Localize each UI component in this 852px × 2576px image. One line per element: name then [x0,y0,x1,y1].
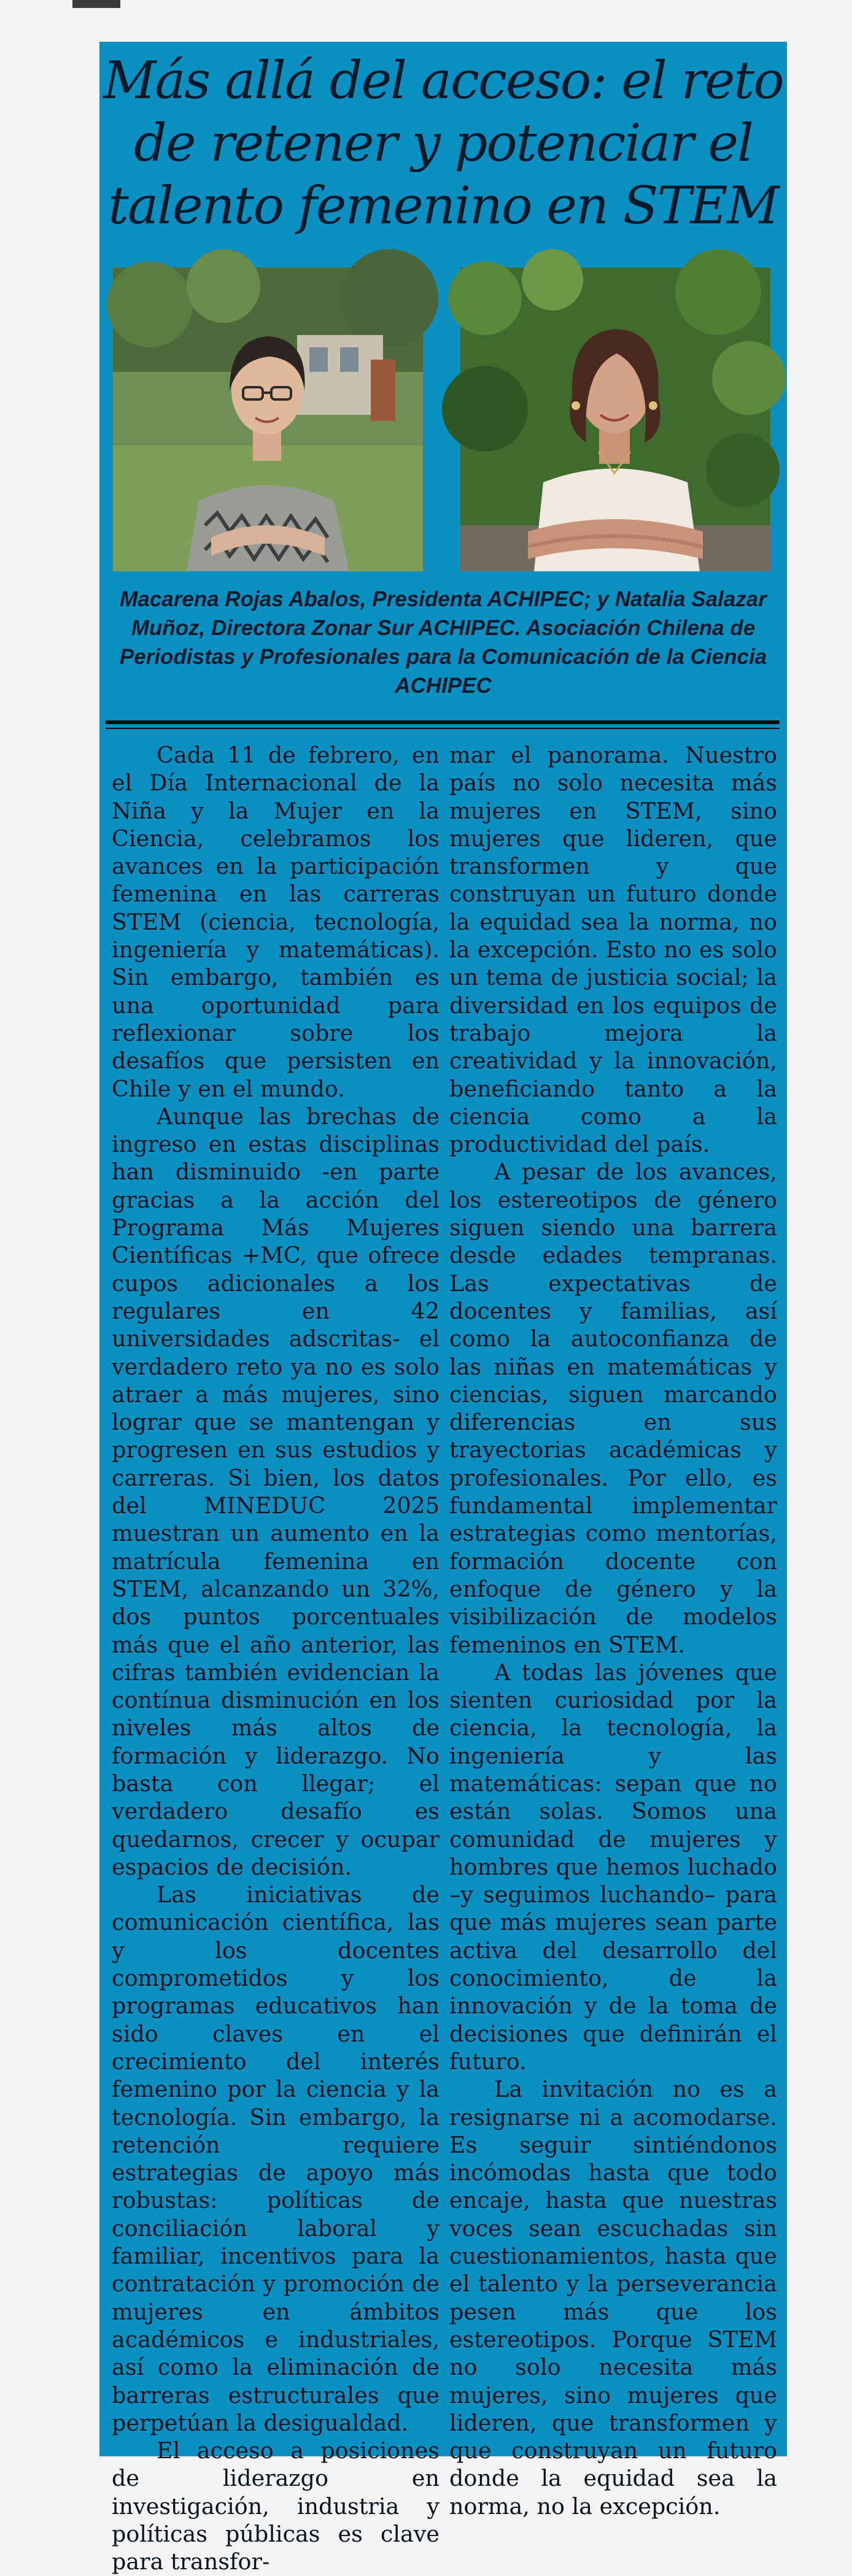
column-right [449,741,777,2520]
paragraph-continued: mar el panorama. Nuestro país no solo necesita más mujeres en STEM, sino mujeres que lideren, que transformen y que construyan un futuro donde la equidad sea la norma, no la excepción. Esto no es solo un tema de justicia social; la diversidad en los equipos de trabajo mejora la creatividad y la innovación, beneficiando tanto a la ciencia como a la productividad del país. [449,742,777,1158]
divider-thin [106,728,780,729]
column-left [112,741,440,2575]
paragraph: El acceso a posiciones de liderazgo en investigación, industria y políticas públicas es clave para transfor- [112,2437,440,2575]
top-bar [72,0,120,8]
paragraph: A todas las jóvenes que sienten curiosidad por la ciencia, la tecnología, la ingeniería y las matemáticas: sepan que no están solas. Somos una comunidad de mujeres y hombres que hemos luchado –y seguimos luchando– para que más mujeres sean parte activa del desarrollo del conocimiento, de la innovación y de la toma de decisiones que definirán el futuro. [449,1659,777,2075]
portrait-right [460,268,770,571]
headline: Más allá del acceso: el reto de retener y potenciar el talento femenino en STEM [103,50,783,236]
paragraph: Las iniciativas de comunicación científica, las y los docentes comprometidos y los programas educativos han sido claves en el crecimiento del interés femenino por la ciencia y la tecnología. Sin embargo, la retención requiere estrategias de apoyo más robustas: políticas de conciliación laboral y familiar, incentivos para la contratación y promoción de mujeres en ámbitos académicos e industriales, así como la eliminación de barreras estructurales que perpetúan la desigualdad. [112,1881,440,2436]
photo-caption: Macarena Rojas Abalos, Presidenta ACHIPEC; y Natalia Salazar Muñoz, Directora Zonar Sur ACHIPEC. Asociación Chilena de Periodistas y Profesionales para la Comunicación de la Ciencia ACHIPEC [119,587,767,698]
divider-thick [106,720,780,724]
paragraph: La invitación no es a resignarse ni a acomodarse. Es seguir sintiéndonos incómodas hasta que todo encaje, hasta que nuestras voces sean escuchadas sin cuestionamientos, hasta que el talento y la perseverancia pesen más que los estereotipos. Porque STEM no solo necesita más mujeres, sino mujeres que lideren, que transformen y que construyan un futuro donde la equidad sea la norma, no la excepción. [449,2076,777,2520]
portrait-left [113,268,423,571]
paragraph: Cada 11 de febrero, en el Día Internacional de la Niña y la Mujer en la Ciencia, celebramos los avances en la participación femenina en las carreras STEM (ciencia, tecnología, ingeniería y matemáticas). Sin embargo, también es una oportunidad para reflexionar sobre los desafíos que persisten en Chile y en el mundo. [112,742,440,1102]
article-panel [99,42,787,2575]
portrait-woman-glasses-icon [113,268,423,571]
paragraph: A pesar de los avances, los estereotipos de género siguen siendo una barrera desde edades tempranas. Las expectativas de docentes y familias, así como la autoconfianza de las niñas en matemáticas y ciencias, siguen marcando diferencias en sus trayectorias académicas y profesionales. Por ello, es fundamental implementar estrategias como mentorías, formación docente con enfoque de género y la visibilización de modelos femeninos en STEM. [449,1159,777,1658]
portrait-woman-icon [460,268,770,571]
paragraph: Aunque las brechas de ingreso en estas disciplinas han disminuido -en parte gracias a la acción del Programa Más Mujeres Científicas +MC, que ofrece cupos adicionales a los regulares en 42 universidades adscritas- el verdadero reto ya no es solo atraer a más mujeres, sino lograr que se mantengan y progresen en sus estudios y carreras. Si bien, los datos del MINEDUC 2025 muestran un aumento en la matrícula femenina en STEM, alcanzando un 32%, dos puntos porcentuales más que el año anterior, las cifras también evidencian la contínua disminución en los niveles más altos de formación y liderazgo. No basta con llegar; el verdadero desafío es quedarnos, crecer y ocupar espacios de decisión. [112,1103,440,1880]
